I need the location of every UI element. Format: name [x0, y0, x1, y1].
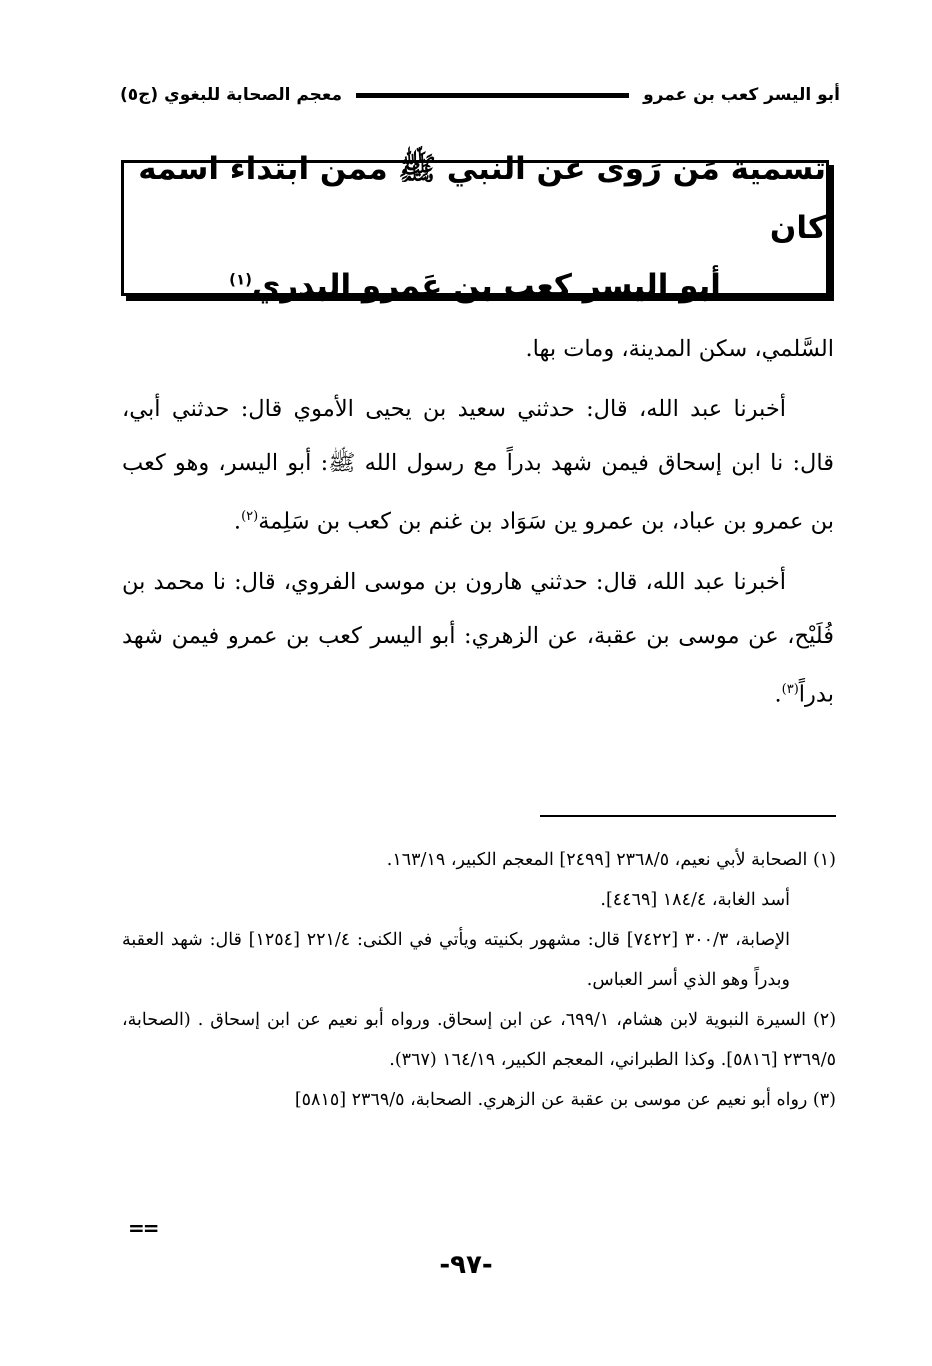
footnote-1-continuation: الإصابة، ٣٠٠/٣ [٧٤٢٢] قال: مشهور بكنيته ويأتي في الكنى: ٢٢١/٤ [١٢٥٤] قال: شهد العقبة وبدراً وهو الذي أسر العباس. [122, 930, 791, 990]
footnote-separator [540, 815, 836, 817]
running-header [120, 80, 840, 110]
paragraph-2-end: . [233, 508, 242, 535]
paragraph-1: السَّلمي، سكن المدينة، ومات بها. [525, 336, 834, 362]
entry-name: أبو اليسر كعب بن عَمرو البدري [252, 268, 721, 305]
book-title: معجم الصحابة للبغوي (ج٥) [120, 85, 343, 105]
paragraph-3-end: . [774, 681, 782, 707]
paragraph-3-text: أخبرنا عبد الله، قال: حدثني هارون بن موسى الفروي، قال: نا محمد بن فُلَيْح، عن موسى بن عقبة، عن الزهري: أبو اليسر كعب بن عمرو فيمن شهد بدراً [122, 568, 834, 707]
main-text [122, 322, 834, 727]
paragraph-2-text: أخبرنا عبد الله، قال: حدثني سعيد بن يحيى الأموي قال: حدثني أبي، قال: نا ابن إسحاق فيمن شهد بدراً مع رسول الله ﷺ: أبو اليسر، وهو كعب بن عمرو بن عباد، بن عمرو ين سَوَاد بن غنم بن كعب بن سَلِمة [122, 396, 834, 535]
page-number: -٩٧- [439, 1250, 493, 1280]
footnote-ref-3: (٣) [781, 681, 799, 697]
paragraph-2 [122, 382, 834, 549]
paragraph-3 [122, 555, 834, 722]
section-title: أبو اليسر كعب بن عمرو [643, 85, 840, 105]
chapter-title-box [121, 150, 829, 305]
footnote-1-continuation: أسد الغابة، ١٨٤/٤ [٤٤٦٩]. [600, 890, 790, 910]
footnote-ref-1: (١) [229, 271, 252, 290]
footnote-2: (٢) السيرة النبوية لابن هشام، ٦٩٩/١، عن ابن إسحاق. ورواه أبو نعيم عن ابن إسحاق . (الصحابة، ٢٣٦٩/٥ [٥٨١٦]. وكذا الطبراني، المعجم الكبير، ١٦٤/١٩ (٣٦٧). [122, 1010, 837, 1070]
footnote-end-mark: == [128, 1216, 158, 1240]
header-rule [356, 93, 629, 98]
footnotes [122, 840, 836, 1120]
footnote-1: (١) الصحابة لأبي نعيم، ٢٣٦٨/٥ [٢٤٩٩] المعجم الكبير، ١٦٣/١٩. [386, 850, 836, 870]
footnote-ref-2: (٢) [241, 509, 259, 524]
chapter-title-line-2 [229, 257, 721, 316]
chapter-title-line-1: تسمية مَن رَوى عن النبي ﷺ ممن ابتداء اسمه كان [138, 150, 826, 246]
footnote-3: (٣) رواه أبو نعيم عن موسى بن عقبة عن الزهري. الصحابة، ٢٣٦٩/٥ [٥٨١٥] [294, 1090, 836, 1110]
